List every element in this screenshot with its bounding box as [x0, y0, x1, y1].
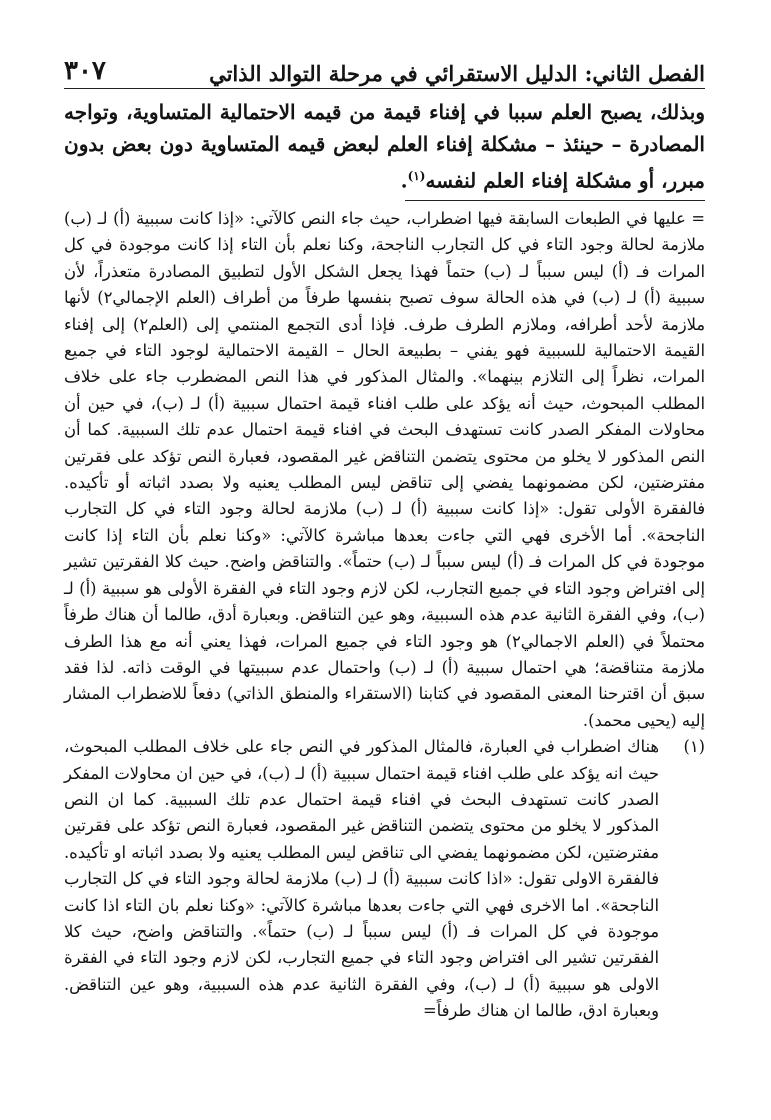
continued-footnote: = عليها في الطبعات السابقة فيها اضطراب، حيث جاء النص كالآتي: «إذا كانت سببية (أ) لـ (ب) ملازمة لحالة وجود التاء في كل التجارب الناجحة، وكنا نعلم بأن التاء إذا كانت موجودة في كل المرات فـ (أ) ليس سبباً لـ (ب) حتماً فهذا يجعل الشكل الأول لتطبيق المصادرة متعذراً، لأن سببية (أ) لـ (ب) في هذه الحالة سوف تصبح بنفسها طرفاً من أطراف (العلم الإجمالي٢) لأنها ملازمة لأحد أطرافه، وملازم الطرف طرف. فإذا أدى التجمع المنتمي إلى (العلم٢) إلى إفناء القيمة الاحتمالية للسببية فهو يفني – بطبيعة الحال – القيمة الاحتمالية لوجود التاء في جميع المرات، نظراً إلى التلازم بينهما». والمثال المذكور في هذا النص المضطرب جاء على خلاف المطلب المبحوث، حيث أنه يؤكد على طلب افناء قيمة احتمال سببية (أ) لـ (ب)، في حين أن محاولات المفكر الصدر كانت تستهدف البحث في افناء قيمة احتمال عدم تلك السببية. كما أن النص المذكور لا يخلو من محتوى يتضمن التناقض غير المقصود، فعبارة النص تؤكد على فقرتين مفترضتين، لكن مضمونهما يفضي إلى تناقض ليس المطلب يعنيه ولا بصدد اثباته أو تأكيده. فالفقرة الأولى تقول: «إذا كانت سببية (أ) لـ (ب) ملازمة لحالة وجود التاء في كل التجارب الناجحة». أما الأخرى فهي التي جاءت بعدها مباشرة كالآتي: «وكنا نعلم بأن التاء إذا كانت موجودة في كل المرات فـ (أ) ليس سبباً لـ (ب) حتماً». والتناقض واضح. حيث كلا الفقرتين تشير إلى افتراض وجود التاء في جميع التجارب، لكن لازم وجود التاء في الفقرة الأولى هو سببية (أ) لـ (ب)، وفي الفقرة الثانية عدم هذه السببية، وهو عين التناقض. وبعبارة أدق، طالما أن هناك طرفاً محتملاً في (العلم الاجمالي٢) هو وجود التاء في جميع المرات، فهذا يعني أنه مع هذا الطرف ملازمة متناقضة؛ هي احتمال سببية (أ) لـ (ب) واحتمال عدم سببيتها في الوقت ذاته. لذا فقد سبق أن اقترحنا المعنى المقصود في كتابنا (الاستقراء والمنطق الذاتي) دفعاً للاضطراب المشار إليه (يحيى محمد).	[64, 209, 706, 730]
main-paragraph	[64, 96, 705, 197]
footnote-1	[64, 734, 705, 1024]
footnotes-divider	[405, 200, 705, 201]
main-paragraph-text: وبذلك، يصبح العلم سببا في إفناء قيمة من قيمه الاحتمالية المتساوية، وتواجه المصادرة – حينئذ – مشكلة إفناء العلم لبعض قيمه المتساوية دون بعض بدون مبرر، أو مشكلة إفناء العلم لنفسه	[64, 100, 705, 193]
page-header	[64, 40, 705, 84]
paragraph-end: .	[400, 168, 408, 193]
footnote-reference[interactable]: (١)	[407, 169, 426, 183]
footnotes-section	[64, 206, 705, 1025]
header-divider	[64, 88, 705, 89]
footnote-1-marker: (١)	[683, 737, 705, 757]
page-number: ٣٠٧	[64, 56, 106, 86]
footnote-1-text: هناك اضطراب في العبارة، فالمثال المذكور في النص جاء على خلاف المطلب المبحوث، حيث انه يؤكد على طلب افناء قيمة احتمال سببية (أ) لـ (ب)، في حين ان محاولات المفكر الصدر كانت تستهدف البحث في افناء قيمة احتمال عدم تلك السببية. كما ان النص المذكور لا يخلو من محتوى يتضمن التناقض غير المقصود، فعبارة النص تؤكد على فقرتين مفترضتين، لكن مضمونهما يفضي الى تناقض ليس المطلب يعنيه ولا بصدد اثباته او تأكيده. فالفقرة الاولى تقول: «اذا كانت سببية (أ) لـ (ب) ملازمة لحالة وجود التاء في كل التجارب الناجحة». اما الاخرى فهي التي جاءت بعدها مباشرة كالآتي: «وكنا نعلم بان التاء اذا كانت موجودة في كل المرات فـ (أ) ليس سبباً لـ (ب) حتماً». والتناقض واضح، حيث كلا الفقرتين تشير الى افتراض وجود التاء في جميع التجارب، لكن لازم وجود التاء في الفقرة الاولى هو سببية (أ) لـ (ب)، وفي الفقرة الثانية عدم هذه السببية، وهو عين التناقض. وبعبارة ادق، طالما ان هناك طرفاً=	[64, 737, 659, 1021]
chapter-title: الفصل الثاني: الدليل الاستقرائي في مرحلة التوالد الذاتي	[209, 61, 705, 86]
